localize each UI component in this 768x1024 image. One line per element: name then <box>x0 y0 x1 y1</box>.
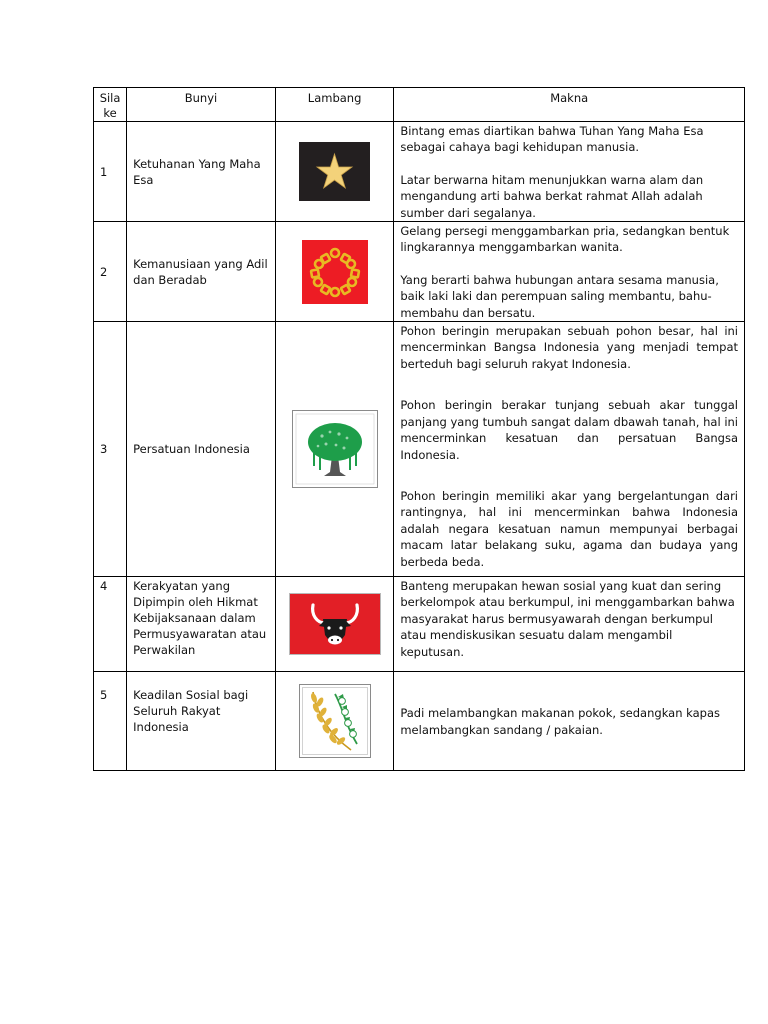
lambang-cell <box>275 122 394 222</box>
header-sila <box>94 88 127 122</box>
rice-cotton-icon <box>299 684 371 758</box>
pancasila-table <box>93 87 745 771</box>
bull-head-icon <box>289 593 381 655</box>
sila-makna <box>394 322 745 577</box>
lambang-cell <box>275 672 394 771</box>
banyan-tree-icon <box>292 410 378 488</box>
table-row <box>94 122 745 222</box>
star-icon <box>299 142 370 201</box>
sila-number: 1 <box>94 122 127 222</box>
sila-bunyi: Persatuan Indonesia <box>127 322 276 577</box>
sila-bunyi: Keadilan Sosial bagi Seluruh Rakyat Indonesia <box>127 672 276 771</box>
lambang-cell <box>275 322 394 577</box>
sila-number: 3 <box>94 322 127 577</box>
sila-makna <box>394 577 745 672</box>
makna-paragraph: Pohon beringin merupakan sebuah pohon besar, hal ini mencerminkan Bangsa Indonesia yang menjadi tempat berteduh bagi seluruh rakyat Indonesia. <box>400 324 738 371</box>
sila-number: 5 <box>94 672 127 771</box>
makna-paragraph: Bintang emas diartikan bahwa Tuhan Yang Maha Esa sebagai cahaya bagi kehidupan manusia. <box>400 124 704 155</box>
makna-paragraph: Yang berarti bahwa hubungan antara sesama manusia, baik laki laki dan perempuan saling membantu, bahu-membahu dan bersatu. <box>400 272 719 320</box>
lambang-cell <box>275 222 394 322</box>
makna-paragraph: Pohon beringin berakar tunjang sebuah akar tunggal panjang yang tumbuh sangat dalam dbawah tanah, hal ini mencerminkan kesatuan dan persatuan Bangsa Indonesia. <box>400 398 738 462</box>
makna-paragraph: Padi melambangkan makanan pokok, sedangkan kapas melambangkan sandang / pakaian. <box>400 706 720 737</box>
makna-paragraph: Banteng merupakan hewan sosial yang kuat dan sering berkelompok atau berkumpul, ini menggambarkan bahwa masyarakat harus bermusyawarah dengan berkumpul atau mendiskusikan sesuatu dalam mengambil keputusan. <box>400 579 735 659</box>
table-row <box>94 672 745 771</box>
sila-makna <box>394 222 745 322</box>
chain-icon <box>302 240 368 304</box>
sila-makna <box>394 122 745 222</box>
header-sila-line1: Sila <box>99 91 121 105</box>
sila-number: 4 <box>94 577 127 672</box>
sila-bunyi: Ketuhanan Yang Maha Esa <box>127 122 276 222</box>
sila-number: 2 <box>94 222 127 322</box>
header-bunyi: Bunyi <box>127 88 276 122</box>
header-sila-line2: ke <box>103 106 117 120</box>
header-makna: Makna <box>394 88 745 122</box>
table-row <box>94 222 745 322</box>
sila-makna <box>394 672 745 771</box>
table-row <box>94 577 745 672</box>
lambang-cell <box>275 577 394 672</box>
header-lambang: Lambang <box>275 88 394 122</box>
header-row <box>94 88 745 122</box>
makna-paragraph: Gelang persegi menggambarkan pria, sedangkan bentuk lingkarannya menggambarkan wanita. <box>400 224 730 255</box>
makna-paragraph: Pohon beringin memiliki akar yang bergelantungan dari rantingnya, hal ini mencerminkan bahwa Indonesia adalah negara kesatuan namun mempunyai berbagai macam latar belakang suku, agama dan budaya yang berbeda beda. <box>400 488 738 569</box>
sila-bunyi: Kerakyatan yang Dipimpin oleh Hikmat Kebijaksanaan dalam Permusyawaratan atau Perwakilan <box>127 577 276 672</box>
table-row <box>94 322 745 577</box>
makna-paragraph: Latar berwarna hitam menunjukkan warna alam dan mengandung arti bahwa berkat rahmat Allah adalah sumber dari segalanya. <box>400 172 704 220</box>
sila-bunyi: Kemanusiaan yang Adil dan Beradab <box>127 222 276 322</box>
